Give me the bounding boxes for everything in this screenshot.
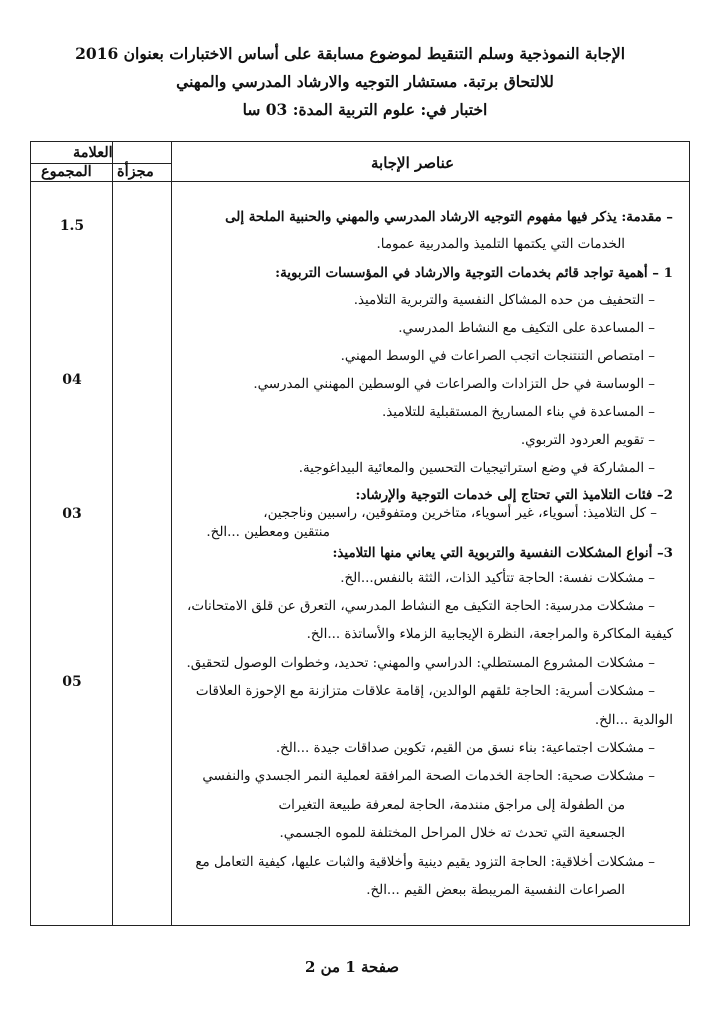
list-item-cont: الصراعات النفسية المريبطة ببعض القيم ...الخ. <box>366 883 625 898</box>
column-divider <box>112 142 113 925</box>
list-item: – الوساسة في حل التزادات والصراعات في الوسطين المهنني المدرسي. <box>253 377 655 392</box>
section-1-heading: 1 – أهمية تواجد قائم بخدمات التوجية والارشاد في المؤسسات التربوية: <box>275 265 673 281</box>
section-2-heading: 2– فئات التلاميذ التي تحتاج إلى خدمات التوجية والإرشاد: <box>355 487 673 503</box>
list-item: – مشكلات صحية: الحاجة الخدمات الصحة المرافقة لعملية النمر الجسدي والنفسي <box>202 769 655 784</box>
list-item: – مشكلات أخلاقية: الحاجة التزود يقيم دينية وأخلاقية والثبات عليها، كيفية التعامل مع <box>195 855 655 870</box>
list-item: – مشكلات مدرسية: الحاجة التكيف مع النشاط المدرسي، التعرق عن قلق الامتحانات، <box>187 599 655 614</box>
list-item-cont: منتقين ومعطين ...الخ. <box>206 525 330 540</box>
list-item-cont: الجسعية التي تحدث ته خلال المراحل المختلفة للموه الجسمي. <box>279 826 625 841</box>
exam-subject-duration: اختبار في: علوم التربية المدة: 03 سا <box>242 100 488 119</box>
score-section-3: 05 <box>62 674 82 690</box>
list-item: – مشكلات المشروع المستطلي: الدراسي والمهني: تحديد، وخطوات الوصول لتحقيق. <box>186 656 655 671</box>
list-item: – تقويم العردود التربوي. <box>520 433 655 448</box>
exam-position: للالتحاق برتبة. مستشار التوجيه والارشاد المدرسي والمهني <box>176 72 554 91</box>
column-divider <box>171 142 172 925</box>
list-item-cont: من الطفولة إلى مراجق منندمة، الحاجة لمعرفة طبيعة التغيرات <box>278 798 625 813</box>
total-column-header: المجموع <box>41 163 92 180</box>
list-item: – التحفيف من حده المشاكل النفسية والتربرية التلاميذ. <box>353 293 655 308</box>
page-number: صفحة 1 من 2 <box>304 958 400 976</box>
list-item: – المساعدة في بناء المساريخ المستقبلية للتلاميذ. <box>382 405 655 420</box>
score-section-1: 04 <box>62 372 82 388</box>
exam-title: الإجابة النموذجية وسلم التنقيط لموضوع مسابقة على أساس الاختبارات بعنوان 2016 <box>75 44 625 63</box>
answers-column-header: عناصر الإجابة <box>371 154 455 172</box>
section-3-heading: 3– أنواع المشكلات النفسية والتربوية التي يعاني منها التلاميذ: <box>332 545 673 561</box>
intro-line-cont: الخدمات التي يكتمها التلميذ والمدربية عموما. <box>376 237 625 252</box>
list-item: – مشكلات أسرية: الحاجة ئلقهم الوالدين، إقامة علاقات متزازنة مع الإحوزة العلاقات <box>195 684 655 699</box>
list-item: – كل التلاميذ: أسوياء، غير أسوياء، متاخرين ومتفوقين، راسبين وناججين، <box>263 506 657 521</box>
list-item: – مشكلات اجتماعية: بناء نسق من القيم، تكوين صداقات جيدة ...الخ. <box>275 741 655 756</box>
list-item: – امتصاص التنتنجات اتجب الصراعات في الوسط المهني. <box>340 349 655 364</box>
intro-line: – مقدمة: يذكر فيها مفهوم التوجيه الارشاد المدرسي والمهني والحنبية الملحة إلى <box>225 209 673 225</box>
mark-column-header: العلامة <box>73 144 113 161</box>
list-item-cont: الوالدية ...الخ. <box>594 713 673 728</box>
score-section-2: 03 <box>62 506 82 522</box>
list-item: – المساعدة على التكيف مع النشاط المدرسي. <box>398 321 655 336</box>
list-item: – المشاركة في وضع استراتيجيات التحسين والمعائية البيداغوجية. <box>298 461 655 476</box>
score-intro: 1.5 <box>59 218 85 234</box>
header-bottom-border <box>31 181 689 182</box>
list-item-cont: كيفية المكاكرة والمراجعة، النظرة الإيجابية الزملاء والأساتذة ...الخ. <box>306 627 673 642</box>
list-item: – مشكلات نفسة: الحاجة تتأكيد الذات، الثثة بالنفس...الخ. <box>340 571 655 586</box>
partial-column-header: مجزأة <box>117 163 154 180</box>
